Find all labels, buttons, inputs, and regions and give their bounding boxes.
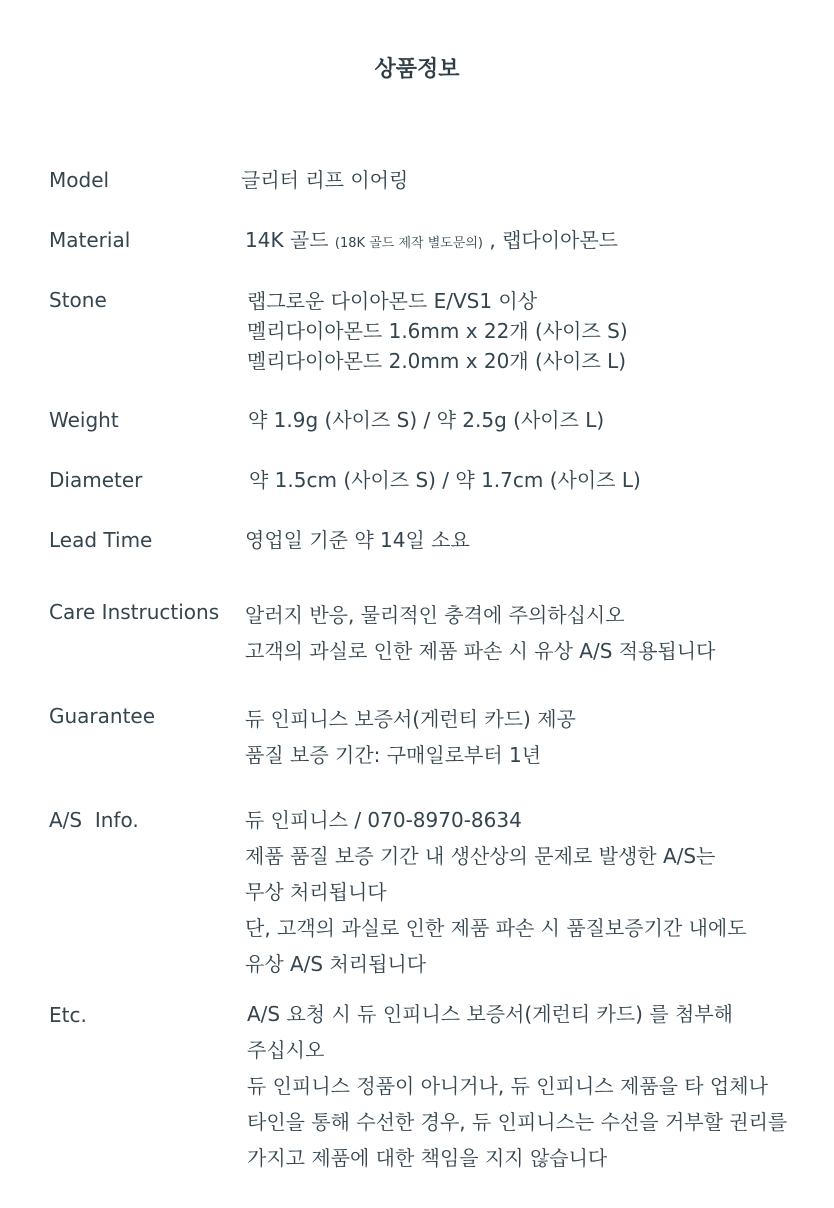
stone-line: 랩그로운 다이아몬드 E/VS1 이상 bbox=[247, 289, 538, 313]
value-etc bbox=[247, 996, 787, 1176]
page-title: 상품정보 bbox=[374, 57, 460, 82]
etc-line: 가지고 제품에 대한 책임을 지지 않습니다 bbox=[247, 1146, 608, 1170]
as-info-line: 제품 품질 보증 기간 내 생산상의 문제로 발생한 A/S는 bbox=[245, 844, 716, 868]
value-care-instructions bbox=[245, 597, 715, 669]
lead-time-line: 영업일 기준 약 14일 소요 bbox=[245, 528, 470, 552]
care-line: 알러지 반응, 물리적인 충격에 주의하십시오 bbox=[245, 603, 625, 627]
label-model: Model bbox=[49, 168, 110, 192]
material-tail: , 랩다이아몬드 bbox=[483, 228, 618, 252]
label-stone: Stone bbox=[49, 288, 107, 312]
stone-line: 멜리다이아몬드 2.0mm x 20개 (사이즈 L) bbox=[247, 349, 627, 373]
model-line: 글리터 리프 이어링 bbox=[241, 168, 409, 192]
label-as-info: A/S Info. bbox=[49, 808, 139, 832]
label-care-instructions: Care Instructions bbox=[49, 600, 220, 624]
etc-line: 주십시오 bbox=[247, 1038, 325, 1062]
label-lead-time: Lead Time bbox=[49, 528, 153, 552]
diameter-line: 약 1.5cm (사이즈 S) / 약 1.7cm (사이즈 L) bbox=[249, 468, 641, 492]
value-lead-time bbox=[245, 527, 470, 553]
as-info-line: 유상 A/S 처리됩니다 bbox=[245, 952, 427, 976]
label-guarantee: Guarantee bbox=[49, 704, 156, 728]
etc-line: A/S 요청 시 듀 인피니스 보증서(게런티 카드) 를 첨부해 bbox=[247, 1002, 733, 1026]
stone-line: 멜리다이아몬드 1.6mm x 22개 (사이즈 S) bbox=[247, 319, 628, 343]
guarantee-line: 듀 인피니스 보증서(게런티 카드) 제공 bbox=[245, 707, 576, 731]
value-diameter bbox=[249, 467, 641, 493]
value-as-info bbox=[245, 802, 747, 982]
value-weight bbox=[248, 407, 604, 433]
label-diameter: Diameter bbox=[49, 468, 143, 492]
etc-line: 듀 인피니스 정품이 아니거나, 듀 인피니스 제품을 타 업체나 bbox=[247, 1074, 768, 1098]
material-main: 14K 골드 bbox=[245, 228, 335, 252]
material-note: (18K 골드 제작 별도문의) bbox=[334, 236, 483, 251]
label-weight: Weight bbox=[49, 408, 119, 432]
value-guarantee bbox=[245, 701, 576, 773]
as-info-line: 듀 인피니스 / 070-8970-8634 bbox=[245, 808, 522, 832]
value-material bbox=[245, 227, 618, 257]
care-line: 고객의 과실로 인한 제품 파손 시 유상 A/S 적용됩니다 bbox=[245, 639, 716, 663]
label-etc: Etc. bbox=[49, 1003, 87, 1027]
value-stone bbox=[247, 286, 628, 376]
guarantee-line: 품질 보증 기간: 구매일로부터 1년 bbox=[245, 743, 542, 767]
label-material: Material bbox=[49, 228, 131, 252]
weight-line: 약 1.9g (사이즈 S) / 약 2.5g (사이즈 L) bbox=[248, 408, 605, 432]
etc-line: 타인을 통해 수선한 경우, 듀 인피니스는 수선을 거부할 권리를 bbox=[247, 1110, 788, 1134]
as-info-line: 무상 처리됩니다 bbox=[245, 880, 387, 904]
value-model bbox=[241, 167, 408, 193]
as-info-line: 단, 고객의 과실로 인한 제품 파손 시 품질보증기간 내에도 bbox=[245, 916, 747, 940]
